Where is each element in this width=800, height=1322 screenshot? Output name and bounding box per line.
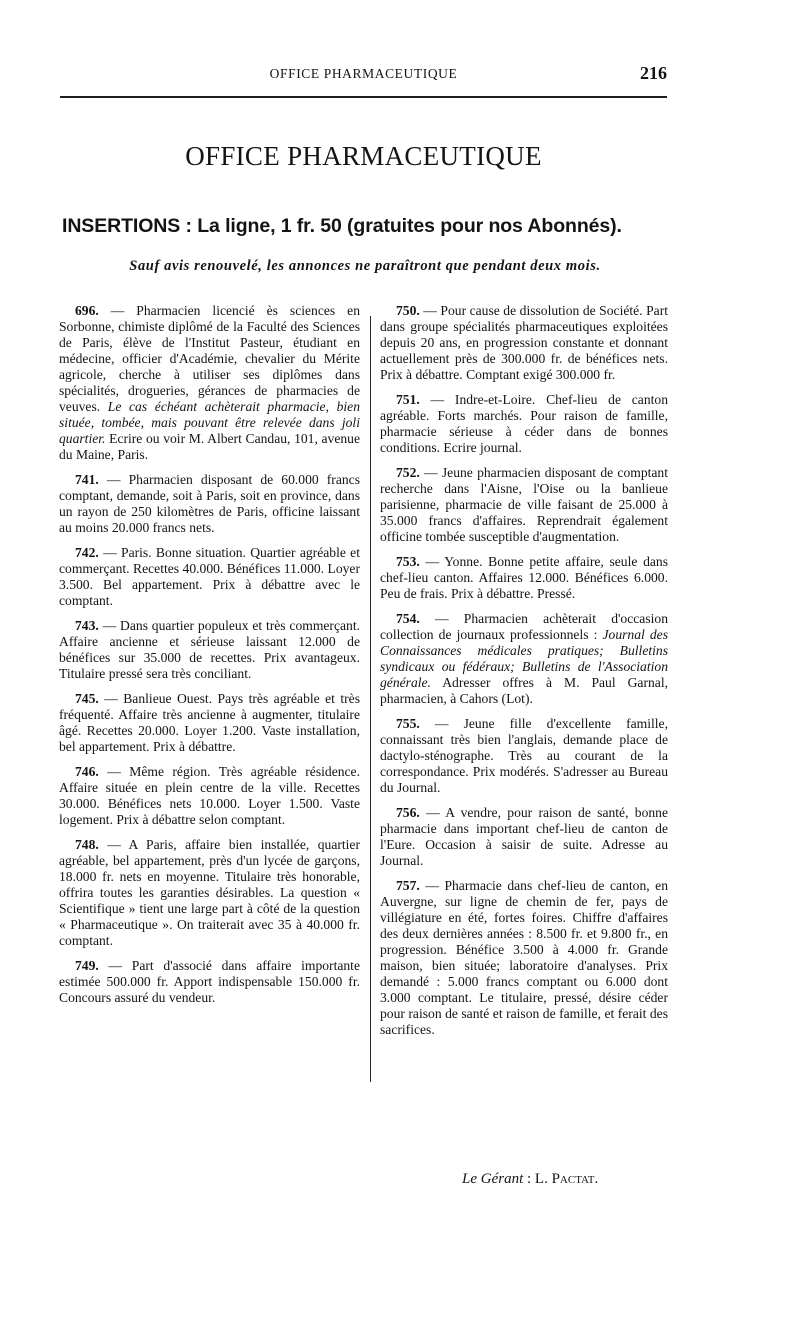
ad-number: 743.: [75, 618, 99, 633]
signature: [462, 1171, 598, 1188]
classified-ad: [380, 554, 668, 602]
ad-text: — Indre-et-Loire. Chef-lieu de canton agréable. Forts marchés. Pour raison de famille, pharmacie sérieuse à céder dans de bonnes conditions. Ecrire journal.: [380, 392, 668, 455]
signature-separator: :: [523, 1171, 535, 1187]
ad-text: — Jeune fille d'excellente famille, connaissant très bien l'anglais, demande place de dactylo-sténographe. Très au courant de la correspondance. Prix modérés. S'adresser au Bureau du Journal.: [380, 716, 668, 795]
ad-number: 752.: [396, 465, 420, 480]
ad-text: — Pharmacien disposant de 60.000 francs comptant, demande, soit à Paris, soit en province, dans un rayon de 250 kilomètres de Paris, officine laissant au moins 20.000 francs nets.: [59, 472, 360, 535]
ad-number: 696.: [75, 303, 99, 318]
ad-number: 757.: [396, 878, 420, 893]
running-title: OFFICE PHARMACEUTIQUE: [269, 66, 458, 81]
ad-text: — Part d'associé dans affaire importante estimée 500.000 fr. Apport indispensable 150.000 fr. Concours assuré du vendeur.: [59, 958, 360, 1005]
ad-text: — Pharmacie dans chef-lieu de canton, en Auvergne, sur ligne de chemin de fer, pays de villégiature en été, fortes foires. Chiffre d'affaires des deux dernières années : 8.500 fr. et 9.800 fr., en progression. Bénéfice 3.500 à 4.000 fr. Grande maison, bien située; laboratoire d'analyses. Prix demandé : 5.000 francs comptant ou 6.000 dont 3.000 comptant. Le titulaire, pressé, désire céder pour raison de santé et raison de famille, et ferait des sacrifices.: [380, 878, 668, 1037]
classified-ad: [380, 805, 668, 869]
ad-number: 742.: [75, 545, 99, 560]
classified-ad: [59, 472, 360, 536]
ad-text: — A Paris, affaire bien installée, quartier agréable, bel appartement, près d'un lycée de garçons, 18.000 fr. nets en moyenne. Titulaire très honorable, offrira toutes les garanties désirables. La question « Scientifique » tient une large part à côté de la question « Pharmaceutique ». On traiterait avec 35 à 40.000 fr. comptant.: [59, 837, 360, 948]
classified-ad: [59, 837, 360, 949]
ad-number: 751.: [396, 392, 420, 407]
page-number: 216: [640, 63, 667, 83]
insertions-rate: INSERTIONS : La ligne, 1 fr. 50 (gratuites pour nos Abonnés).: [62, 215, 622, 237]
ad-text: — Pour cause de dissolution de Société. Part dans groupe spécialités pharmaceutiques exploitées depuis 20 ans, en progression constante et donnant actuellement près de 300.000 fr. de bénéfices nets. Prix à débattre. Comptant exigé 300.000 fr.: [380, 303, 668, 382]
ad-text: Adresser offres à M. Paul Garnal, pharmacien, à Cahors (Lot).: [380, 675, 668, 706]
ad-text: — Jeune pharmacien disposant de comptant recherche dans l'Aisne, l'Oise ou la banlieue parisienne, pharmacie de ville faisant de 25.000 à 35.000 francs d'affaires. Reprendrait également officine tombée susceptible d'augmentation.: [380, 465, 668, 544]
classified-ad: [380, 465, 668, 545]
ad-text: — Même région. Très agréable résidence. Affaire située en plein centre de la ville. Recettes 30.000. Bénéfices nets 10.000. Loyer 1.500. Vaste logement. Prix à débattre selon comptant.: [59, 764, 360, 827]
classified-ad: [59, 303, 360, 463]
signature-label: Le Gérant: [462, 1171, 524, 1187]
running-header: [60, 63, 667, 88]
classified-ad: [380, 303, 668, 383]
ad-text: — Paris. Bonne situation. Quartier agréable et commerçant. Recettes 40.000. Bénéfices 11.000. Loyer 3.500. Bel appartement. Prix à débattre avec le comptant.: [59, 545, 360, 608]
classified-ad: [380, 878, 668, 1038]
ad-text: — Pharmacien licencié ès sciences en Sorbonne, chimiste diplômé de la Faculté des Sciences de Paris, élève de l'Institut Pasteur, étudiant en médecine, officier d'Académie, chevalier du Mérite agricole, cherche à utiliser ses diplômes dans spécialités, drogueries, gérances de pharmacies de veuves.: [59, 303, 360, 414]
left-column: [59, 303, 360, 1015]
classified-ad: [380, 392, 668, 456]
classified-ad: [380, 716, 668, 796]
ad-number: 749.: [75, 958, 99, 973]
ad-text: — Banlieue Ouest. Pays très agréable et très fréquenté. Affaire très ancienne à augmenter, titulaire âgé. Recettes 20.000. Loyer 1.200. Vaste installation, bel appartement. Prix à débattre.: [59, 691, 360, 754]
renewal-notice: Sauf avis renouvelé, les annonces ne paraîtront que pendant deux mois.: [129, 258, 601, 274]
classified-ad: [59, 691, 360, 755]
column-divider: [370, 316, 371, 1082]
ad-number: 756.: [396, 805, 420, 820]
classified-ad: [59, 545, 360, 609]
ad-number: 741.: [75, 472, 99, 487]
ad-text: — Pharmacien achèterait d'occasion collection de journaux professionnels :: [380, 611, 668, 642]
header-rule: [60, 96, 667, 98]
ad-text-italic: Le cas échéant achèterait pharmacie, bien située, tombée, mais pouvant être relevée dans joli quartier.: [59, 399, 361, 446]
ad-text-italic: Journal des Connaissances médicales pratiques; Bulletins syndicaux ou fédéraux; Bulletins de l'Association générale.: [380, 627, 668, 690]
ad-number: 754.: [396, 611, 420, 626]
ad-text: Ecrire ou voir M. Albert Candau, 101, avenue du Maine, Paris.: [59, 431, 360, 462]
classified-ad: [59, 618, 360, 682]
ad-text: — Yonne. Bonne petite affaire, seule dans chef-lieu canton. Affaires 12.000. Bénéfices 6.000. Peu de frais. Prix à débattre. Pressé.: [380, 554, 668, 601]
classified-ad: [59, 958, 360, 1006]
page-title: OFFICE PHARMACEUTIQUE: [185, 141, 542, 171]
ad-number: 746.: [75, 764, 99, 779]
ad-number: 745.: [75, 691, 99, 706]
classified-ad: [380, 611, 668, 707]
right-column: [380, 303, 668, 1047]
ad-number: 753.: [396, 554, 420, 569]
ad-number: 748.: [75, 837, 99, 852]
signature-name: L. Pactat.: [534, 1171, 599, 1187]
ad-number: 755.: [396, 716, 420, 731]
classified-ad: [59, 764, 360, 828]
ad-text: — Dans quartier populeux et très commerçant. Affaire ancienne et sérieuse laissant 12.000 de bénéfices sur 35.000 de recettes. Prix avantageux. Titulaire pressé sera très conciliant.: [59, 618, 360, 681]
ad-number: 750.: [396, 303, 420, 318]
ad-text: — A vendre, pour raison de santé, bonne pharmacie dans important chef-lieu de canton de l'Eure. Occasion à saisir de suite. Adresse au Journal.: [380, 805, 668, 868]
